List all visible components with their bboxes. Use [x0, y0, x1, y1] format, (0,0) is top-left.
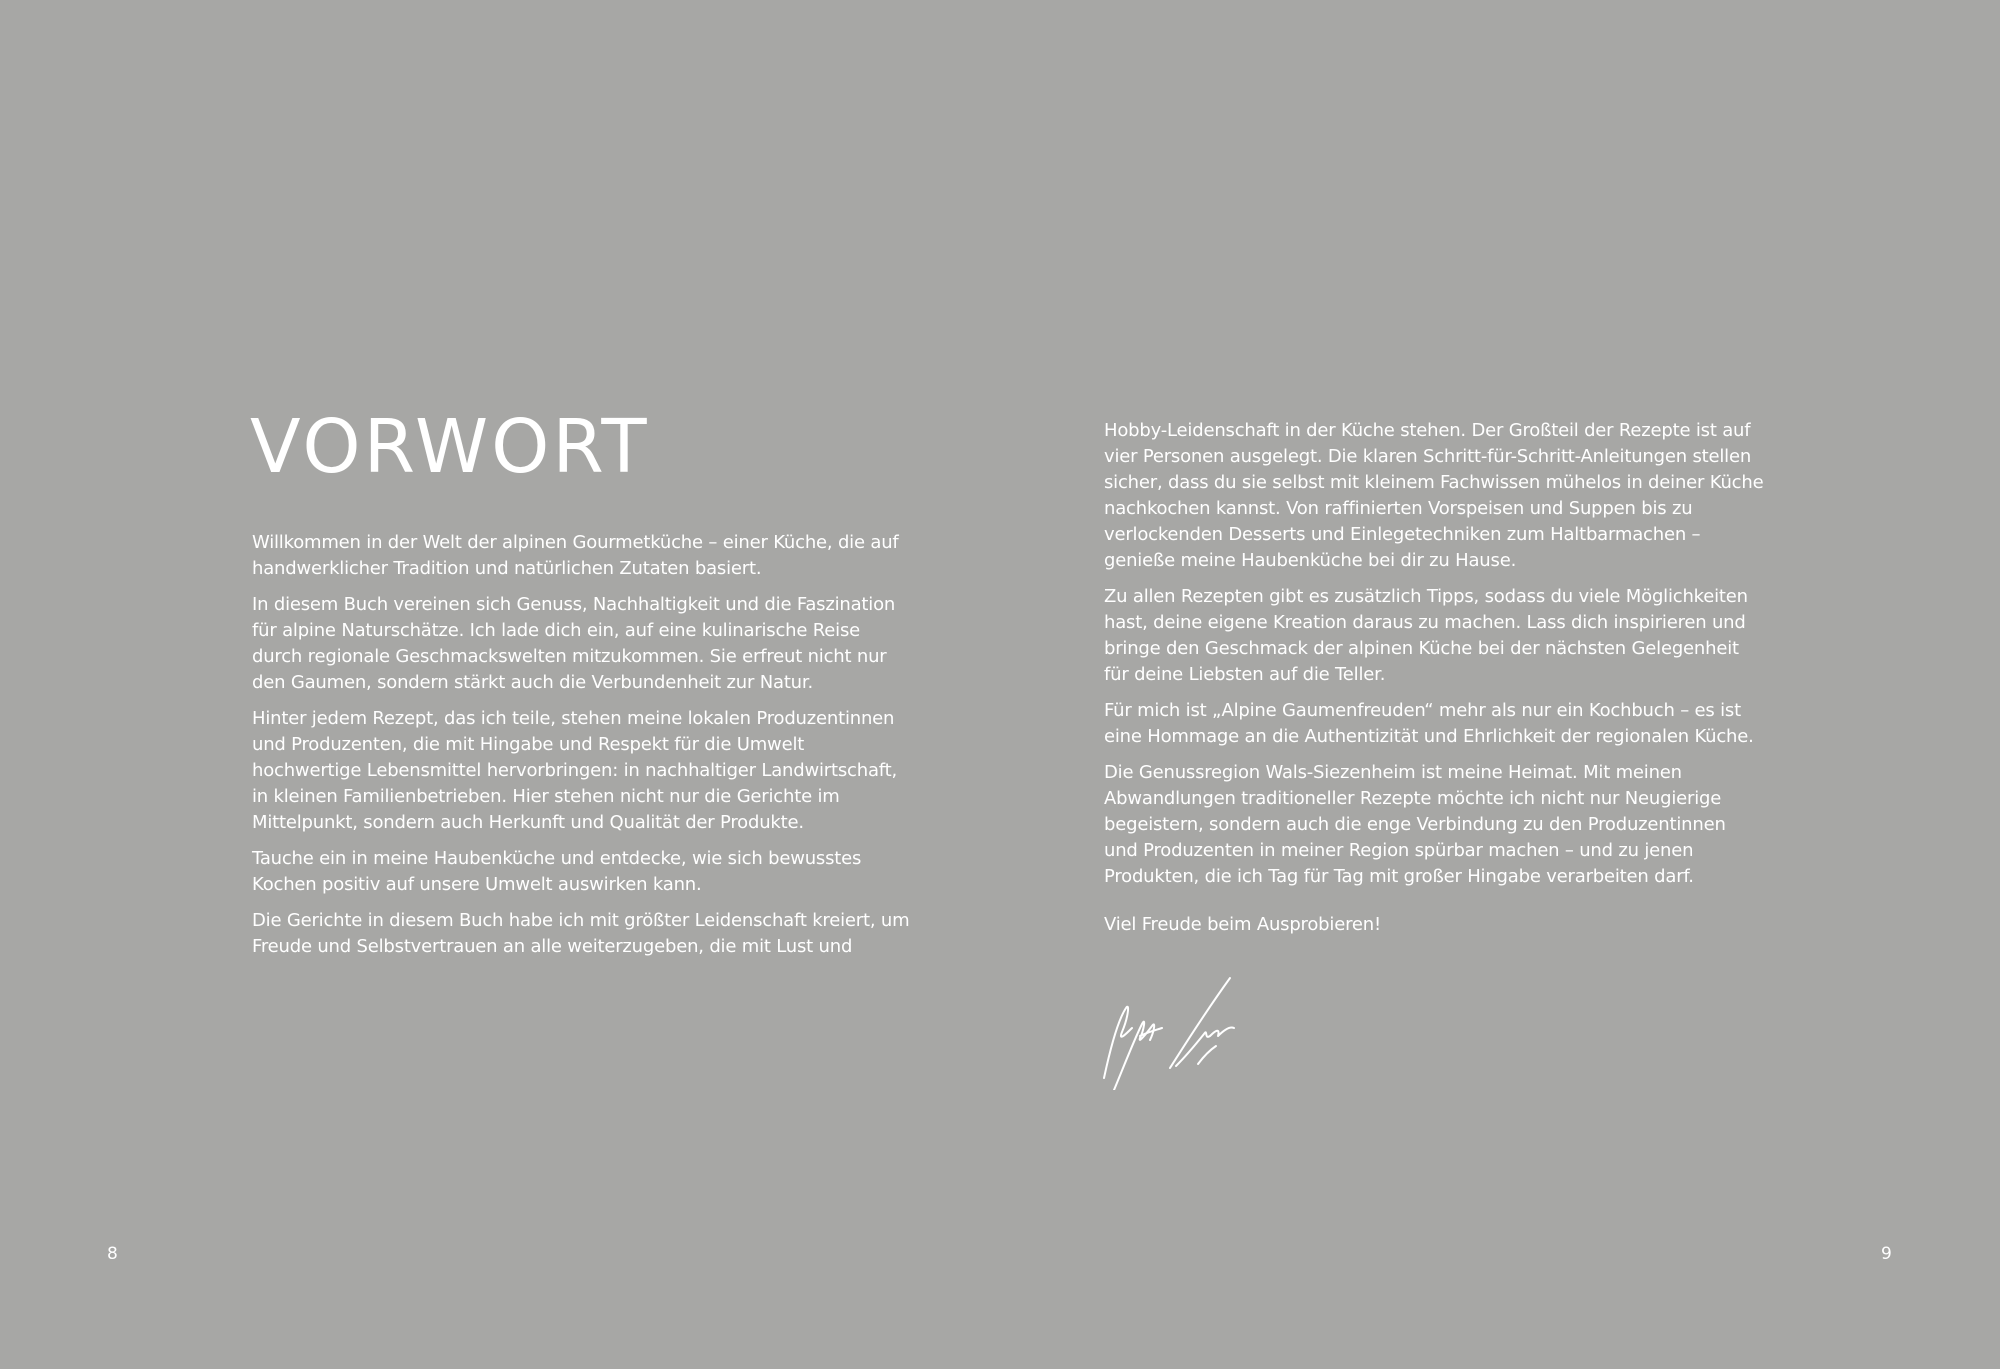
page-number-right: 9: [1881, 1244, 1892, 1264]
paragraph: Die Gerichte in diesem Buch habe ich mit größter Leidenschaft kreiert, um Freude und Selbstvertrauen an alle weiterzugeben, die mit Lust und: [252, 910, 910, 957]
closing-line: Viel Freude beim Ausprobieren!: [1104, 914, 1381, 935]
page-number-left: 8: [107, 1244, 118, 1264]
right-text-column: [1104, 418, 1764, 948]
paragraph: Die Genussregion Wals-Siezenheim ist meine Heimat. Mit meinen Abwandlungen traditioneller Rezepte möchte ich nicht nur Neugierige begeistern, sondern auch die enge Verbindung zu den Produzentinnen und Produzenten in meiner Region spürbar machen – und zu jenen Produkten, die ich Tag für Tag mit großer Hingabe verarbeiten darf.: [1104, 762, 1726, 887]
paragraph: In diesem Buch vereinen sich Genuss, Nachhaltigkeit und die Faszination für alpine Naturschätze. Ich lade dich ein, auf eine kulinarische Reise durch regionale Geschmackswelten mitzukommen. Sie erfreut nicht nur den Gaumen, sondern stärkt auch die Verbundenheit zur Natur.: [252, 594, 896, 693]
paragraph: Für mich ist „Alpine Gaumenfreuden“ mehr als nur ein Kochbuch – es ist eine Hommage an die Authentizität und Ehrlichkeit der regionalen Küche.: [1104, 700, 1754, 747]
paragraph: Tauche ein in meine Haubenküche und entdecke, wie sich bewusstes Kochen positiv auf unsere Umwelt auswirken kann.: [252, 848, 862, 895]
paragraph: Willkommen in der Welt der alpinen Gourmetküche – einer Küche, die auf handwerklicher Tradition und natürlichen Zutaten basiert.: [252, 532, 899, 579]
page-title: VORWORT: [250, 404, 650, 490]
paragraph: Zu allen Rezepten gibt es zusätzlich Tipps, sodass du viele Möglichkeiten hast, deine eigene Kreation daraus zu machen. Lass dich inspirieren und bringe den Geschmack der alpinen Küche bei der nächsten Gelegenheit für deine Liebsten auf die Teller.: [1104, 586, 1748, 685]
paragraph: Hinter jedem Rezept, das ich teile, stehen meine lokalen Produzentinnen und Produzenten, die mit Hingabe und Respekt für die Umwelt hochwertige Lebensmittel hervorbringen: in nachhaltiger Landwirtschaft, in kleinen Familienbetrieben. Hier stehen nicht nur die Gerichte im Mittelpunkt, sondern auch Herkunft und Qualität der Produkte.: [252, 708, 897, 833]
signature-icon: [1100, 970, 1280, 1090]
paragraph: Hobby-Leidenschaft in der Küche stehen. Der Großteil der Rezepte ist auf vier Personen ausgelegt. Die klaren Schritt-für-Schritt-Anleitungen stellen sicher, dass du sie selbst mit kleinem Fachwissen mühelos in deiner Küche nachkochen kannst. Von raffinierten Vorspeisen und Suppen bis zu verlockenden Desserts und Einlegetechniken zum Haltbarmachen – genieße meine Haubenküche bei dir zu Hause.: [1104, 420, 1764, 571]
left-text-column: [252, 530, 912, 970]
